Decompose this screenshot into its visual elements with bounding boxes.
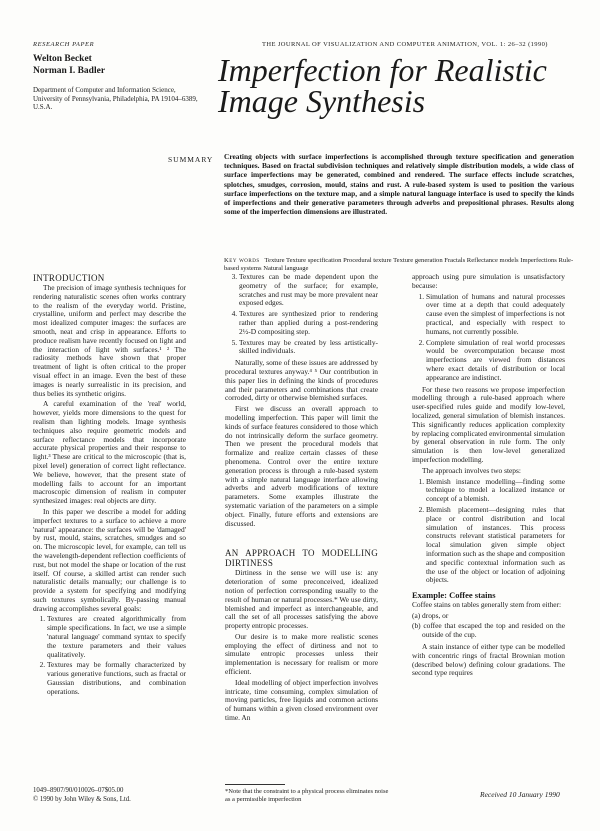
author-affiliation: Department of Computer and Information Science, University of Pennsylvania, Philadelphia, PA 19104–6389, U.S.A. (33, 86, 198, 112)
paragraph: The approach involves two steps: (422, 465, 521, 475)
stain-type-list (412, 612, 565, 640)
paragraph: The precision of image synthesis techniques for rendering naturalistic scenes often works contrary to the realism of the everyday world. Pristine, crystalline, uniform and perfect may describe the most idealized computer images: the surfaces are smooth, neat and crisp in appearance. Efforts to produce realism have recently focused on light and the interaction of light with surfaces.¹ ² The radiosity methods have shown that proper treatment of light is often critical to the proper visual effect in an image. Even the best of these images is nearly surrealistic in its precision, and thus belies its synthetic origins. (33, 283, 186, 398)
list-item: 1. Simulation of humans and natural processes over time at a depth that could adequately cause even the simplest of imperfections is not practical, and especially with respect to humans, not currently possible. (426, 293, 565, 337)
goals-list-continued (225, 273, 378, 356)
list-item: (b) coffee that escaped the top and resided on the outside of the cup. (412, 621, 565, 640)
list-item: 3. Textures can be made dependent upon the geometry of the surface; for example, scratches and rust may be more prevalent near exposed edges. (239, 273, 378, 308)
list-item: 1. Textures are created algorithmically from simple specifications. In fact, we use a simple 'natural language' command syntax to specify the texture parameters and their values qualitatively. (47, 615, 186, 659)
paper-title (218, 52, 548, 119)
paragraph: Coffee stains on tables generally stem from either: (412, 599, 562, 609)
goals-list (33, 615, 186, 696)
footnote-rule (225, 784, 285, 785)
author-list (33, 53, 105, 77)
section-heading-introduction: INTRODUCTION (33, 273, 105, 283)
paragraph: First we discuss an overall approach to modelling imperfection. This paper will limit the kinds of surface features considered to those which do not intrinsically deform the surface geometry. Then we present the procedural models that formalize and realize certain classes of these phenomena. Control over the entire texture generation process is through a rule-based system with a simple natural language interface allowing adverbs and adverb modifications of texture parameters. Some examples illustrate the systematic variation of the parameters on a simple object. Finally, future efforts and extensions are discussed. (225, 404, 378, 528)
list-item: (a) drops, or (412, 610, 449, 620)
summary-text: Creating objects with surface imperfections is accomplished through texture specification and generation techniques. Based on fractal subdivision techniques and relatively simple distribution models, a wide class of surface imperfections may be generated, combined and rendered. The surface effects include scratches, splotches, smudges, corrosion, mould, stains and rust. A rule-based system is used to position the various surface imperfections on the texture map, and a simple natural language interface is used to specify the kinds of imperfections and their generative parameters through adverbs and prepositional phrases. Results along some of the imperfection dimensions are illustrated. (224, 152, 574, 217)
list-item: 5. Textures may be created by less artistically-skilled individuals. (239, 339, 378, 357)
copyright-line: 1049–8907/90/010026–07$05.00 (33, 787, 124, 794)
paragraph: For these two reasons we propose imperfection modelling through a rule-based approach where user-specified rules guide and modify low-level, localized, general simulation of blemish instances. This significantly reduces application complexity by replacing complicated environmental simulation by general observation in rule form. The only simulation is then low-level generalized imperfection modelling. (412, 384, 565, 464)
journal-header: THE JOURNAL OF VISUALIZATION AND COMPUTER ANIMATION, VOL. 1: 26–32 (1990) (262, 41, 548, 48)
list-item: 1. Blemish instance modelling—finding some technique to model a localized instance or concept of a blemish. (426, 478, 565, 504)
paragraph: In this paper we describe a model for adding imperfect textures to a surface to achieve a more 'natural' appearance: the surfaces will be 'damaged' by rust, mould, stains, scratches, smudges and so on. The microscopic level, for example, can tell us the wavelength-dependent reflection coefficients of rust, but not model the shape or location of the rust itself. Of course, a skilled artist can render such naturalistic details manually; our challenge is to provide a system for specifying and modifying such textures symbolically. By-passing manual drawing accomplishes several goals: (33, 506, 186, 613)
column-2 (225, 273, 378, 725)
keywords-label: Key words (224, 257, 260, 264)
paragraph: Dirtiness in the sense we will use is: any deterioration of some preconceived, idealized notion of perfection corresponding usually to the result of human or natural processes.* We use dirty, blemished and imperfect as interchangeable, and call the set of all processes satisfying the above property entropic processes. (225, 568, 378, 631)
paragraph: A stain instance of either type can be modelled with concentric rings of fractal Brownian motion (described below) defining colour gradations. The second type requires (412, 642, 565, 678)
author-name: Norman I. Badler (33, 66, 106, 76)
list-item: 4. Textures are synthesized prior to rendering rather than applied during a post-rendering 2½-D compositing step. (239, 310, 378, 336)
reasons-list (412, 293, 565, 383)
list-item: 2. Textures may be formally characterized by various generative functions, such as fractal or Gaussian distributions, and combination operations. (47, 661, 186, 696)
steps-list (412, 478, 565, 586)
example-heading: Example: Coffee stains (412, 590, 496, 601)
paper-type-label: RESEARCH PAPER (33, 41, 95, 48)
paragraph: approach using pure simulation is unsatisfactory because: (412, 272, 565, 290)
copyright-block (33, 787, 131, 804)
copyright-line: © 1990 by John Wiley & Sons, Ltd. (33, 795, 131, 803)
paragraph: Ideal modelling of object imperfection involves intricate, time consuming, complex simulation of moving particles, free liquids and common actions of humans within a given closed environment over time. An (225, 677, 378, 723)
received-date: Received 10 January 1990 (480, 790, 560, 799)
keywords-text: Texture Texture specification Procedural texture Texture generation Fractals Reflectance models Imperfections Rule-based systems Natural language (224, 257, 574, 273)
column-3 (412, 273, 565, 680)
list-item: 2. Complete simulation of real world processes would be overcomputation because most imperfections are viewed from distances where exact details of distribution or local appearance are indistinct. (426, 339, 565, 383)
summary-label: SUMMARY (168, 155, 214, 164)
paragraph: Naturally, some of these issues are addressed by procedural textures anyway.⁴ ⁵ Our contribution in this paper lies in defining the kinds of procedures and their parameters and combinations that create corroded, dirty or otherwise blemished surfaces. (225, 358, 378, 403)
author-name: Welton Becket (33, 54, 92, 64)
paragraph: A careful examination of the 'real' world, however, yields more dimensions to the quest for realism than lighting models. Image synthesis techniques also require geometric models and surface reflectance models that incorporate accurate physical properties and their response to light.³ These are critical to the microscopic (that is, pixel level) generation of correct light reflectance. We believe, however, that the present state of modelling fails to account for an important macroscopic dimension of realism in computer synthesized images: real objects are dirty. (33, 399, 186, 506)
title-line: Imperfection for Realistic (218, 52, 547, 88)
footnote: *Note that the constraint to a physical process eliminates noise as a permissible imperfection (225, 788, 389, 803)
column-1 (33, 273, 186, 700)
title-line: Image Synthesis (218, 83, 426, 119)
section-heading-approach: AN APPROACH TO MODELLING DIRTINESS (225, 548, 378, 569)
paragraph: Our desire is to make more realistic scenes employing the effect of dirtiness and not to simulate entropic processes unless their implementation is necessary for realism or more efficient. (225, 631, 378, 677)
list-item: 2. Blemish placement—designing rules that place or control distribution and local simulation of instances. This process constructs relevant statistical parameters for local simulation given simple object information such as the shape and composition and specific contextual information such as the use of the object or location of adjoining objects. (426, 506, 565, 585)
